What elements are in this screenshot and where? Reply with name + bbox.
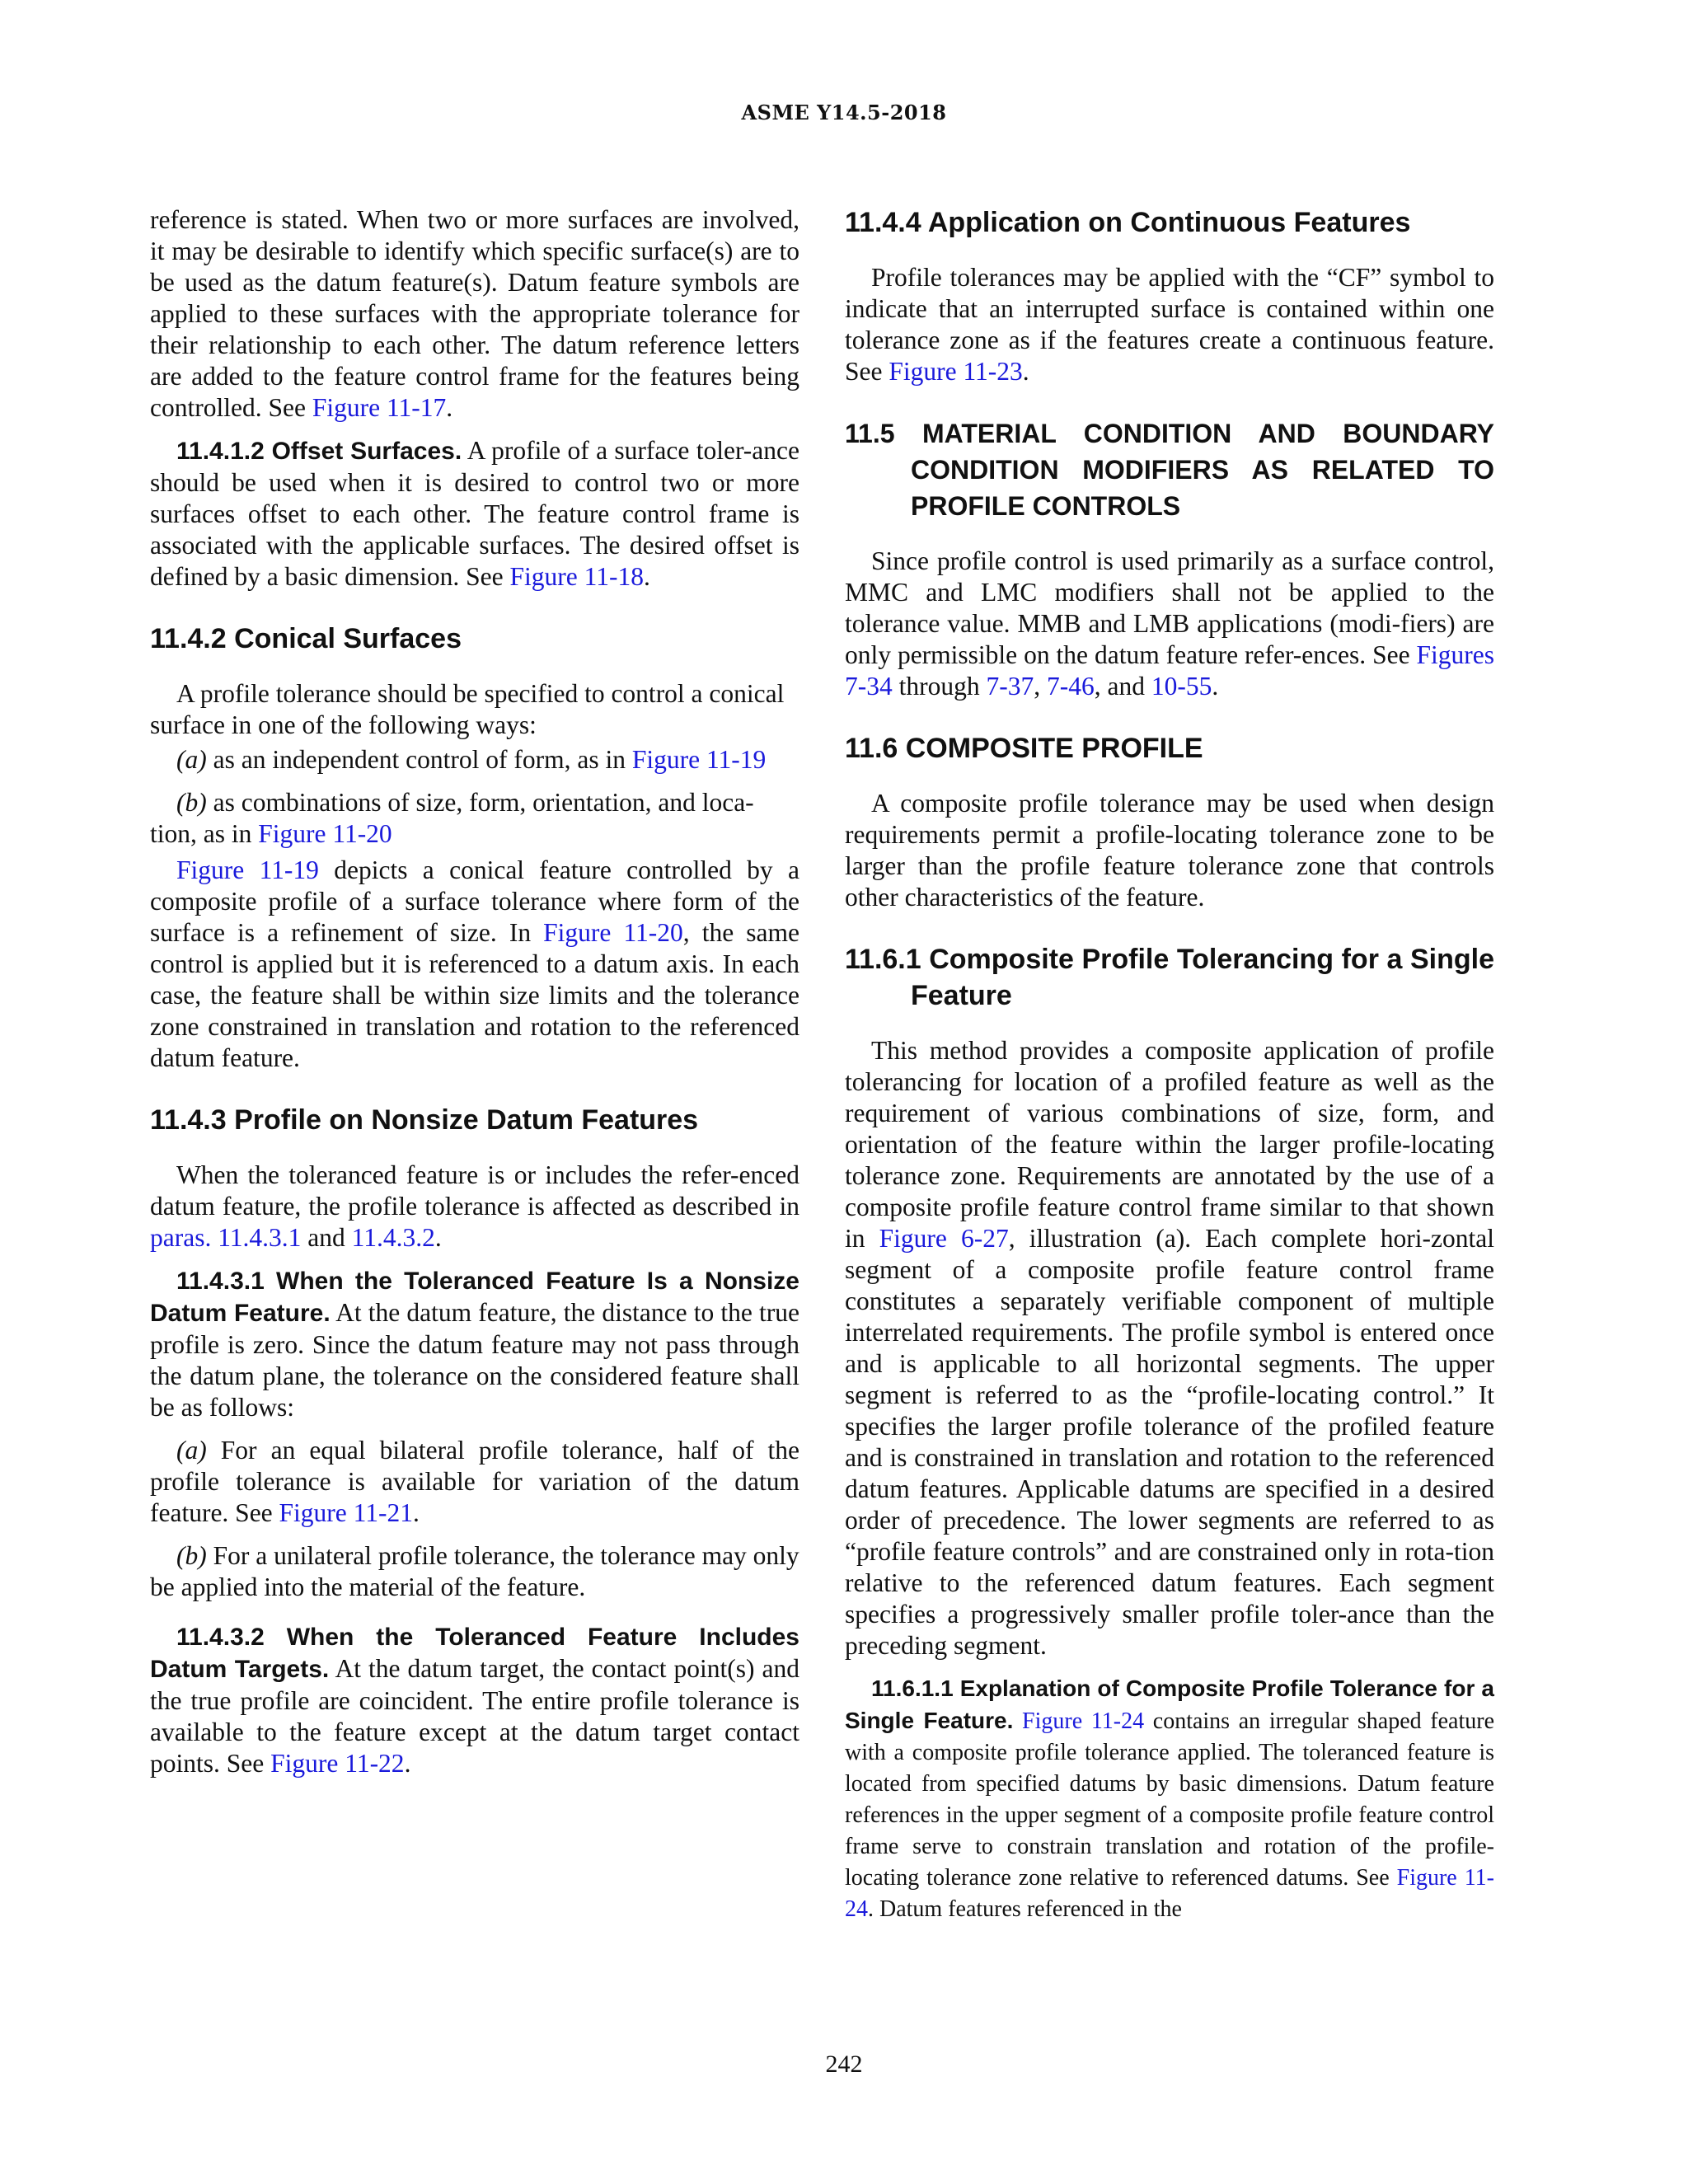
paragraph: When the toleranced feature is or includes the refer-enced datum feature, the profile tolerance is affected as described in paras. 11.4.3.1 and 11.4.3.2. bbox=[150, 1160, 799, 1252]
list-item: (a) For an equal bilateral profile tolerance, half of the profile tolerance is available for variation of the datum feature. See Figure 11-21. bbox=[150, 1436, 799, 1527]
paragraph: A profile tolerance should be specified to control a conical surface in one of the following ways: bbox=[150, 679, 785, 739]
list-item: (b) For a unilateral profile tolerance, the tolerance may only be applied into the material of the feature. bbox=[150, 1541, 799, 1601]
paragraph: A composite profile tolerance may be used when design requirements permit a profile-locating tolerance zone to be larger than the profile feature tolerance zone that controls other characteristics of the feature. bbox=[845, 789, 1494, 912]
left-column bbox=[150, 204, 799, 1791]
figure-link[interactable]: Figures 7-34 bbox=[845, 640, 1494, 701]
list-item: (a) as an independent control of form, as in Figure 11-19 bbox=[176, 745, 767, 774]
paragraph: Profile tolerances may be applied with the “CF” symbol to indicate that an interrupted surface is contained within one tolerance zone as if the features create a continuous feature. See Figure 11-23. bbox=[845, 263, 1494, 386]
run-in-heading: 11.6.1.1 Explanation of Composite Profile Tolerance for a Single Feature. bbox=[845, 1675, 1494, 1733]
section-heading: 11.4.2 Conical Surfaces bbox=[150, 623, 462, 654]
paragraph-link[interactable]: paras. 11.4.3.1 bbox=[150, 1223, 302, 1252]
section-heading: 11.6 COMPOSITE PROFILE bbox=[845, 733, 1203, 764]
figure-link[interactable]: Figure 11-22 bbox=[270, 1749, 405, 1778]
paragraph: This method provides a composite application of profile tolerancing for location of a profiled feature as well as the requirement of various combinations of size, form, and orientation of the feature within the larger profile-locating tolerance zone. Requirements are annotated by the use of a composite profile feature control frame similar to that shown in Figure 6-27, illustration (a). Each complete hori-zontal segment of a composite profile feature control frame constitutes a separately verifiable component of multiple interrelated requirements. The profile symbol is entered once and is applicable to all horizontal segments. The upper segment is referred to as the “profile-locating control.” It specifies the larger profile tolerance of the profiled feature and is constrained in translation and rotation to the referenced datum features. Applicable datums are specified in a desired order of precedence. The lower segments are referred to as “profile feature controls” and are constrained only in rota-tion relative to the referenced datum features. Each segment specifies a progressively smaller profile toler-ance than the preceding segment. bbox=[845, 1036, 1494, 1660]
run-in-heading: 11.4.1.2 Offset Surfaces. bbox=[176, 438, 462, 465]
section-heading: 11.4.3 Profile on Nonsize Datum Features bbox=[150, 1104, 699, 1136]
figure-link[interactable]: Figure 11-18 bbox=[509, 562, 644, 591]
list-item: (b) as combinations of size, form, orientation, and loca-tion, as in Figure 11-20 bbox=[150, 788, 754, 848]
paragraph: 11.4.3.1 When the Toleranced Feature Is a Nonsize Datum Feature. At the datum feature, the distance to the true profile is zero. Since the datum feature may not pass through the datum plane, the tolerance on the considered feature shall be as follows: bbox=[150, 1268, 799, 1422]
paragraph: Figure 11-19 depicts a conical feature controlled by a composite profile of a surface tolerance where form of the surface is a refinement of size. In Figure 11-20, the same control is applied but it is referenced to a datum axis. In each case, the feature shall be within size limits and the tolerance zone constrained in translation and rotation to the referenced datum feature. bbox=[150, 855, 799, 1072]
paragraph: 11.4.1.2 Offset Surfaces. A profile of a surface toler-ance should be used when it is desired to control two or more surfaces offset to each other. The feature control frame is associated with the applicable surfaces. The desired offset is defined by a basic dimension. See Figure 11-18. bbox=[150, 436, 799, 591]
figure-link[interactable]: 7-46 bbox=[1047, 672, 1095, 701]
paragraph: 11.6.1.1 Explanation of Composite Profile Tolerance for a Single Feature. Figure 11-24 contains an irregular shaped feature with a composite profile tolerance applied. The toleranced feature is located from specified datums by basic dimensions. Datum feature references in the upper segment of a composite profile feature control frame serve to constrain translation and rotation of the profile-locating tolerance zone relative to referenced datums. See Figure 11-24. Datum features referenced in the bbox=[845, 1675, 1495, 1922]
figure-link[interactable]: Figure 11-23 bbox=[889, 357, 1023, 386]
figure-link[interactable]: Figure 11-21 bbox=[279, 1498, 413, 1527]
figure-link[interactable]: Figure 11-24 bbox=[1013, 1708, 1145, 1734]
figure-link[interactable]: 10-55 bbox=[1151, 672, 1212, 701]
figure-link[interactable]: Figure 11-24 bbox=[845, 1865, 1494, 1922]
figure-link[interactable]: Figure 11-20 bbox=[258, 819, 392, 848]
run-in-heading: 11.4.3.1 When the Toleranced Feature Is a Nonsize Datum Feature. bbox=[150, 1268, 799, 1327]
run-in-heading: 11.4.3.2 When the Toleranced Feature Includes Datum Targets. bbox=[150, 1624, 799, 1683]
paragraph-link[interactable]: 11.4.3.2 bbox=[351, 1223, 435, 1252]
figure-link[interactable]: Figure 6-27 bbox=[879, 1224, 1009, 1253]
paragraph: Since profile control is used primarily as a surface control, MMC and LMC modifiers shall not be applied to the tolerance value. MMB and LMB applications (modi-fiers) are only permissible on the datum feature refer-ences. See Figures 7-34 through 7-37, 7-46, and 10-55. bbox=[845, 546, 1494, 701]
right-column bbox=[845, 204, 1494, 1937]
section-heading: 11.5 MATERIAL CONDITION AND BOUNDARY CONDITION MODIFIERS AS RELATED TO PROFILE CONTROLS bbox=[845, 419, 1494, 521]
figure-link[interactable]: Figure 11-19 bbox=[631, 745, 767, 774]
figure-link[interactable]: 7-37 bbox=[986, 672, 1034, 701]
section-heading: 11.4.4 Application on Continuous Features bbox=[845, 207, 1411, 238]
paragraph: reference is stated. When two or more surfaces are involved, it may be desirable to identify which specific surface(s) are to be used as the datum feature(s). Datum feature symbols are applied to these surfaces with the appropriate tolerance for their relationship to each other. The datum reference letters are added to the feature control frame for the features being controlled. See Figure 11-17. bbox=[150, 205, 799, 422]
paragraph: 11.4.3.2 When the Toleranced Feature Includes Datum Targets. At the datum target, the contact point(s) and the true profile are coincident. The entire profile tolerance is available to the feature except at the datum target contact points. See Figure 11-22. bbox=[150, 1624, 799, 1778]
figure-link[interactable]: Figure 11-17 bbox=[312, 393, 447, 422]
page-header: ASME Y14.5-2018 bbox=[741, 101, 947, 124]
figure-link[interactable]: Figure 11-19 bbox=[176, 855, 319, 884]
section-heading: 11.6.1 Composite Profile Tolerancing for a Single Feature bbox=[845, 944, 1494, 1011]
figure-link[interactable]: Figure 11-20 bbox=[543, 918, 683, 947]
page-number: 242 bbox=[825, 2050, 863, 2078]
